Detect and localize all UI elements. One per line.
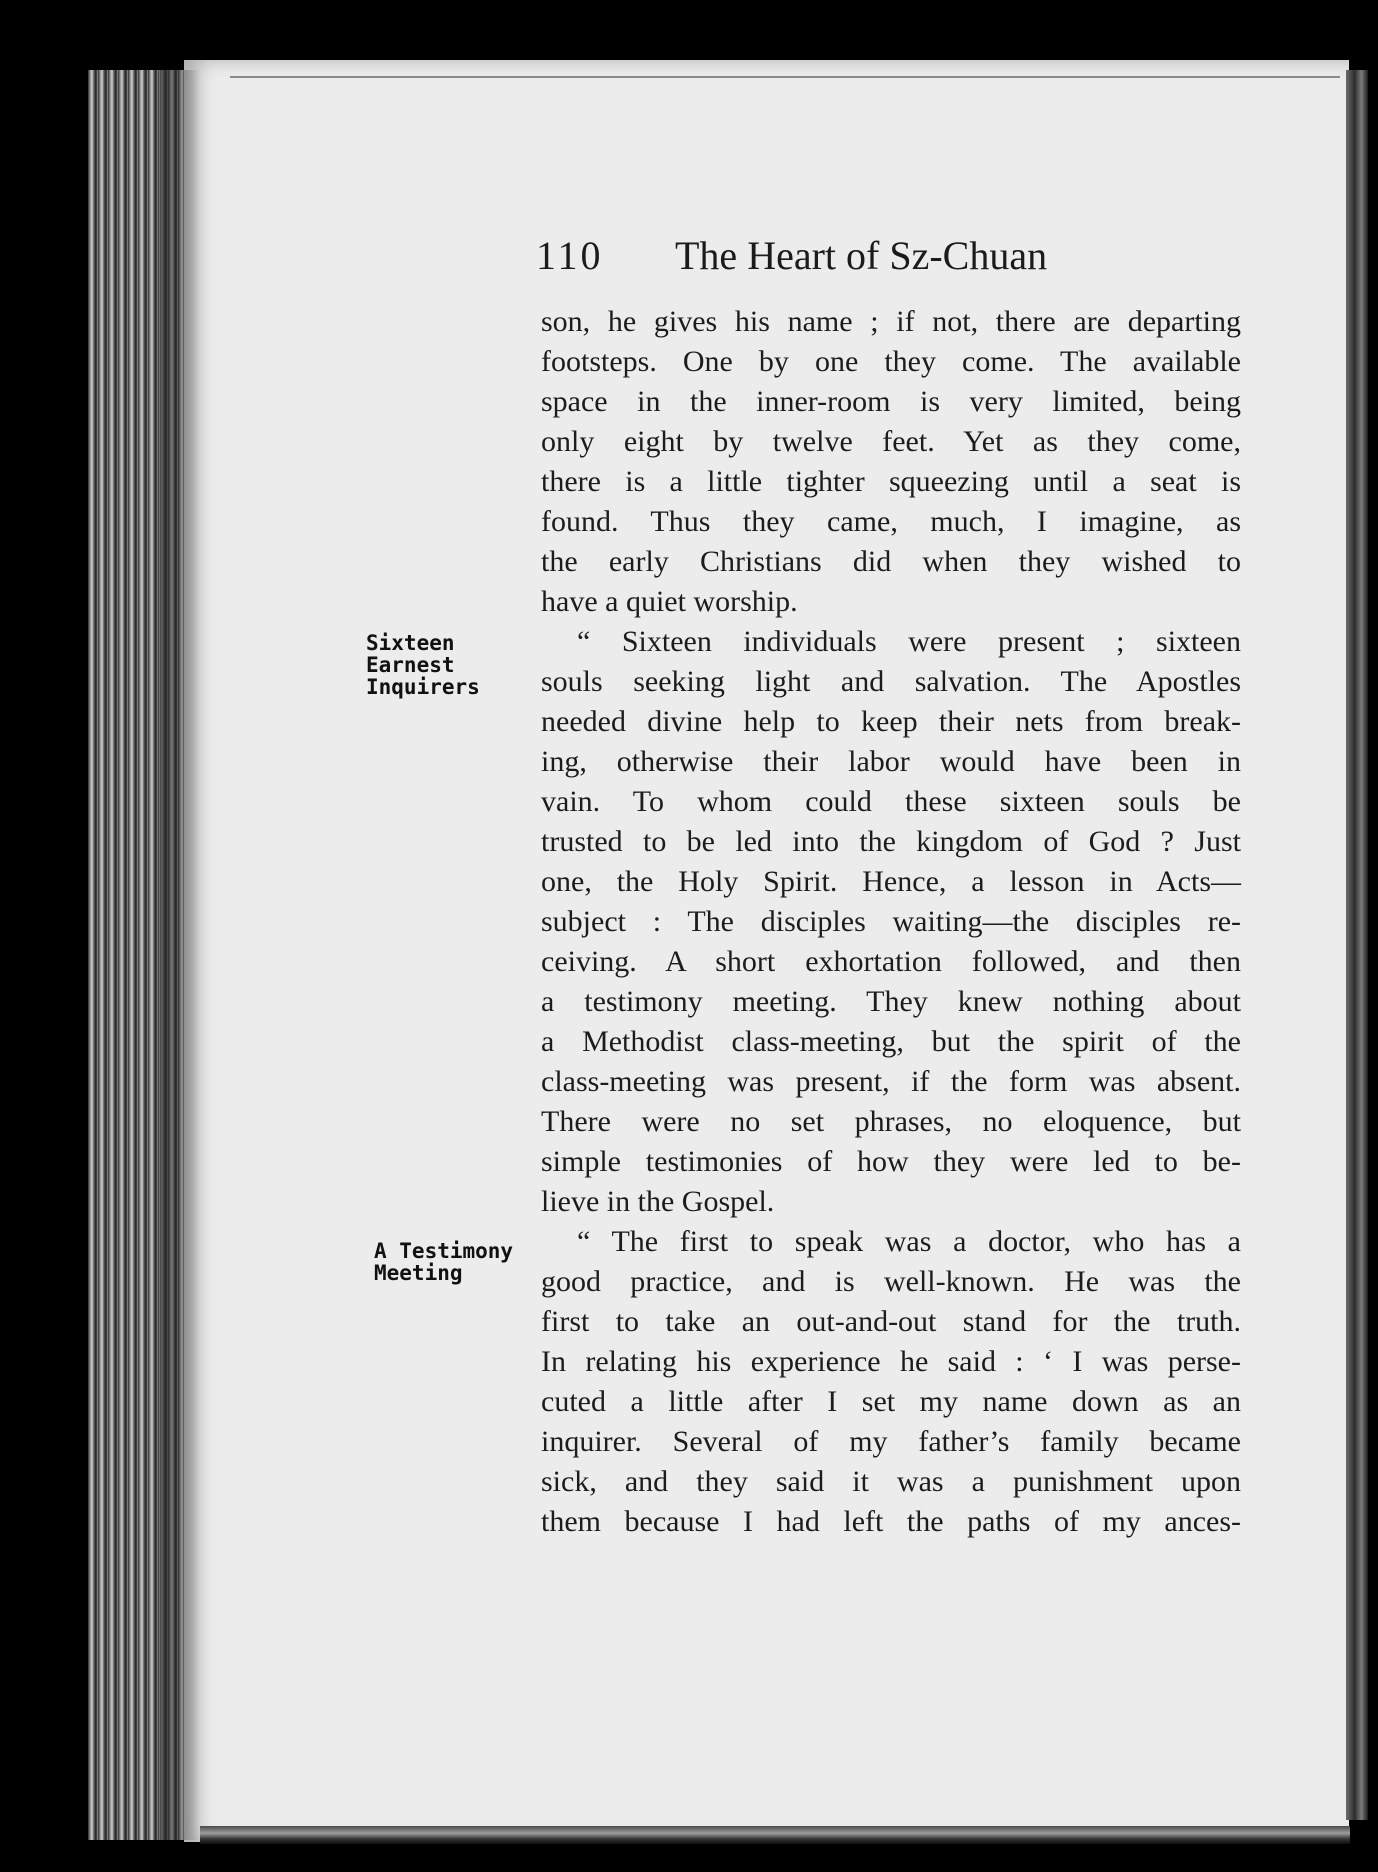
text-line: found. Thus they came, much, I imagine, as (541, 505, 1241, 538)
book-page-edge-right (1346, 70, 1368, 1820)
book-page-edge-bottom (200, 1826, 1350, 1844)
side-note-line: Sixteen (366, 631, 455, 655)
side-note-line: Earnest (366, 653, 455, 677)
text-line: there is a little tighter squeezing until a seat is (541, 465, 1241, 498)
text-line: In relating his experience he said : ‘ I was perse- (541, 1345, 1241, 1378)
text-line: a Methodist class-meeting, but the spirit of the (541, 1025, 1241, 1058)
text-line: sick, and they said it was a punishment upon (541, 1465, 1241, 1498)
text-line: inquirer. Several of my father’s family became (541, 1425, 1241, 1458)
text-line: ing, otherwise their labor would have been in (541, 745, 1241, 778)
page-top-edge-line (230, 76, 1340, 78)
gutter-shadow (160, 70, 200, 1840)
side-note-line: A Testimony (374, 1239, 514, 1263)
running-head (536, 232, 1096, 282)
text-line: the early Christians did when they wished to (541, 545, 1241, 578)
text-line: “ The first to speak was a doctor, who has a (577, 1225, 1241, 1258)
text-line: trusted to be led into the kingdom of God ? Just (541, 825, 1241, 858)
side-note-a-testimony-meeting (374, 1240, 513, 1284)
text-line: good practice, and is well-known. He was the (541, 1265, 1241, 1298)
text-line: There were no set phrases, no eloquence, but (541, 1105, 1241, 1138)
text-line: space in the inner-room is very limited, being (541, 385, 1241, 418)
side-note-sixteen-earnest-inquirers (366, 632, 480, 698)
text-line: first to take an out-and-out stand for the truth. (541, 1305, 1241, 1338)
body-text (541, 302, 1241, 1542)
text-line: subject : The disciples waiting—the disciples re- (541, 905, 1241, 938)
text-line: souls seeking light and salvation. The Apostles (541, 665, 1241, 698)
side-note-line: Meeting (374, 1261, 463, 1285)
text-line: only eight by twelve feet. Yet as they come, (541, 425, 1241, 458)
book-title: The Heart of Sz-Chuan (675, 233, 1048, 278)
text-line: needed divine help to keep their nets from break- (541, 705, 1241, 738)
text-line: ceiving. A short exhortation followed, and then (541, 945, 1241, 978)
text-line: have a quiet worship. (541, 585, 798, 618)
text-line: footsteps. One by one they come. The available (541, 345, 1241, 378)
text-line: vain. To whom could these sixteen souls be (541, 785, 1241, 818)
page-number: 110 (536, 233, 604, 278)
text-line: cuted a little after I set my name down as an (541, 1385, 1241, 1418)
text-line: them because I had left the paths of my ances- (541, 1505, 1241, 1538)
text-line: a testimony meeting. They knew nothing about (541, 985, 1241, 1018)
text-line: class-meeting was present, if the form was absent. (541, 1065, 1241, 1098)
text-line: lieve in the Gospel. (541, 1185, 775, 1218)
text-line: one, the Holy Spirit. Hence, a lesson in Acts— (541, 865, 1241, 898)
text-line: son, he gives his name ; if not, there are departing (541, 305, 1241, 338)
text-line: simple testimonies of how they were led to be- (541, 1145, 1241, 1178)
text-line: “ Sixteen individuals were present ; sixteen (577, 625, 1241, 658)
side-note-line: Inquirers (366, 675, 480, 699)
